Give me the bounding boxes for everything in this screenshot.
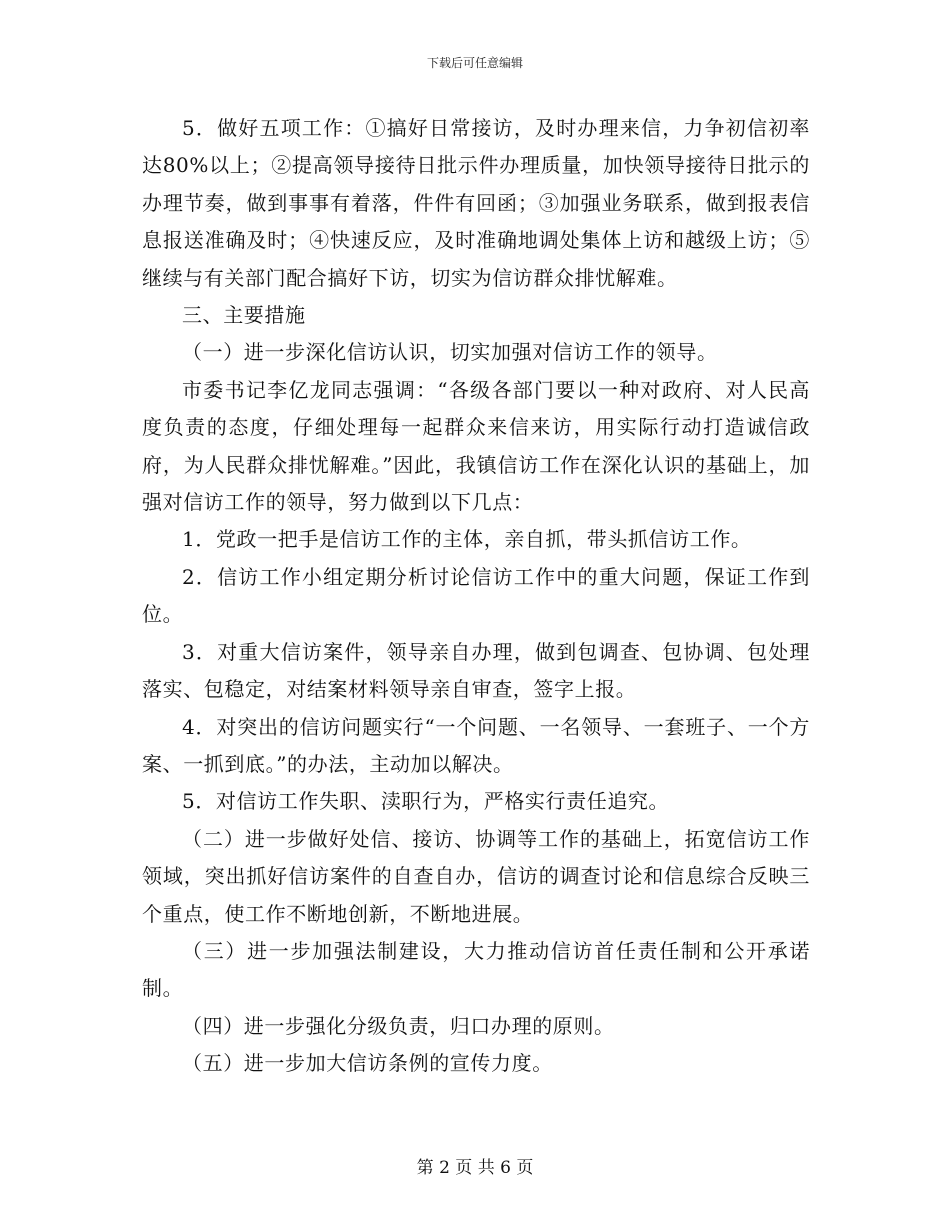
measure-three-paragraph: （三）进一步加强法制建设，大力推动信访首任责任制和公开承诺制。 [142,938,810,1001]
paragraph-secretary-quote: 市委书记李亿龙同志强调：“各级各部门要以一种对政府、对人民高度负责的态度，仔细处理每一起群众来信来访，用实际行动打造诚信政府，为人民群众排忧解难。”因此，我镇信访工作在深化认识的基础上，加强对信访工作的领导，努力做到以下几点： [142,377,810,515]
section-heading-main-measures: 三、主要措施 [182,303,306,328]
list-item-3: 3．对重大信访案件，领导亲自办理，做到包调查、包协调、包处理落实、包稳定，对结案材料领导亲自审查，签字上报。 [142,639,810,702]
list-item-2: 2．信访工作小组定期分析讨论信访工作中的重大问题，保证工作到位。 [142,564,810,627]
measure-five-paragraph: （五）进一步加大信访条例的宣传力度。 [182,1051,553,1076]
measure-four-paragraph: （四）进一步强化分级负责，归口办理的原则。 [182,1013,615,1038]
paragraph-five-tasks: 5．做好五项工作：①搞好日常接访，及时办理来信，力争初信初率达80%以上；②提高领导接待日批示件办理质量，加快领导接待日批示的办理节奏，做到事事有着落，件件有回函；③加强业务联系，做到报表信息报送准确及时；④快速反应，及时准确地调处集体上访和越级上访；⑤继续与有关部门配合搞好下访，切实为信访群众排忧解难。 [142,116,810,290]
measure-one-heading: （一）进一步深化信访认识，切实加强对信访工作的领导。 [182,340,718,365]
page-number-footer: 第 2 页 共 6 页 [416,1158,534,1178]
list-item-5: 5．对信访工作失职、渎职行为，严格实行责任追究。 [182,789,670,814]
document-body [142,110,810,1083]
list-item-1: 1．党政一把手是信访工作的主体，亲自抓，带头抓信访工作。 [182,527,752,552]
page-header-note: 下载后可任意编辑 [426,56,523,70]
measure-two-paragraph: （二）进一步做好处信、接访、协调等工作的基础上，拓宽信访工作领域，突出抓好信访案件的自查自办，信访的调查讨论和信息综合反映三个重点，使工作不断地创新，不断地进展。 [142,826,810,926]
list-item-4: 4．对突出的信访问题实行“一个问题、一名领导、一套班子、一个方案、一抓到底。”的办法，主动加以解决。 [142,714,810,776]
